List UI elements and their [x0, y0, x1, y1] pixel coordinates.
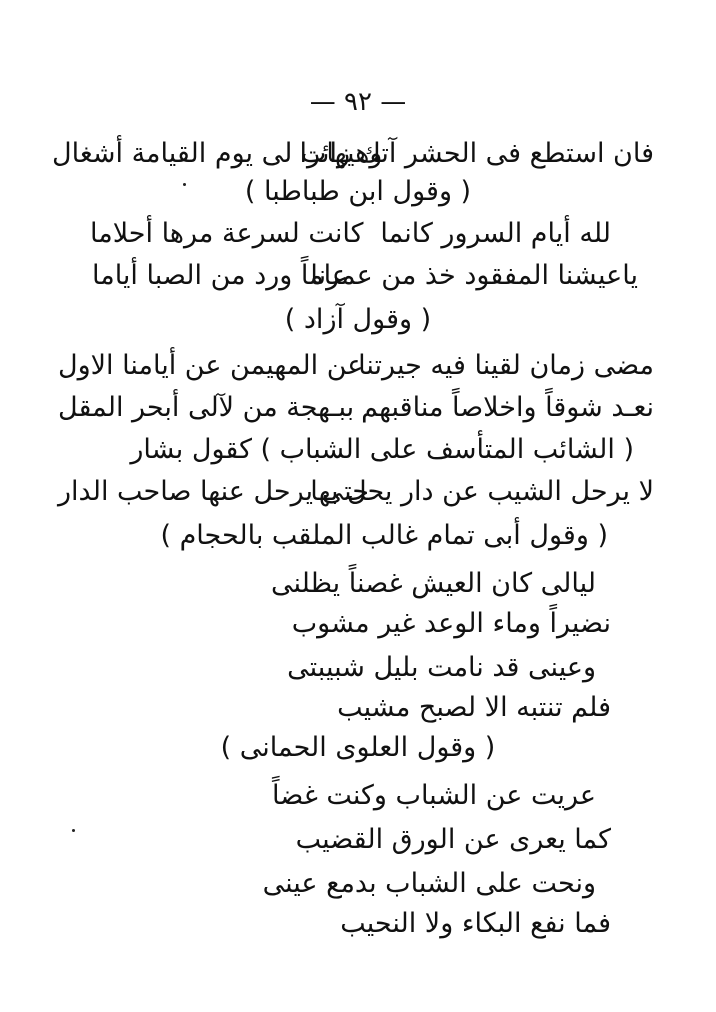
- poem-2-line-2: كما يعرى عن الورق القضيب: [295, 824, 611, 855]
- verse-6-second-hemistich: حتى يرحل عنها صاحب الدار: [58, 476, 369, 507]
- scan-speck: [183, 183, 186, 186]
- verse-5-second-hemistich: ببـهجة من لآلى أبحر المقل: [58, 392, 355, 423]
- verse-4-first-hemistich: مضى زمان لقينا فيه جيرتنا: [358, 350, 654, 381]
- heading-abu-tammam: ( وقول أبى تمام غالب الملقب بالحجام ): [160, 520, 608, 551]
- page-number: — ٩٢ —: [309, 87, 407, 117]
- scan-speck: [72, 829, 75, 832]
- poem-1-line-3: وعينى قد نامت بليل شبيبتى: [287, 652, 596, 683]
- verse-2-first-hemistich: لله أيام السرور كانما: [380, 218, 611, 249]
- verse-1-first-hemistich: فان استطع فى الحشر آتك زائرا: [299, 138, 654, 169]
- heading-alawi-himmani: ( وقول العلوى الحمانى ): [220, 732, 496, 763]
- poem-2-line-3: ونحت على الشباب بدمع عينى: [262, 868, 596, 899]
- poem-1-line-2: نضيراً وماء الوعد غير مشوب: [291, 608, 611, 639]
- heading-azad: ( وقول آزاد ): [284, 304, 432, 335]
- poem-2-line-4: فما نفع البكاء ولا النحيب: [340, 908, 611, 939]
- poem-1-line-4: فلم تنتبه الا لصبح مشيب: [337, 692, 611, 723]
- verse-1-second-hemistich: وهيهات لى يوم القيامة أشغال: [52, 138, 383, 169]
- verse-6-first-hemistich: لا يرحل الشيب عن دار يحل بها: [310, 476, 654, 507]
- heading-bashar: ( الشائب المتأسف على الشباب ) كقول بشار: [130, 434, 634, 465]
- poem-1-line-1: ليالى كان العيش غصناً يظلنى: [270, 568, 596, 599]
- verse-5-first-hemistich: نعـد شوقاً واخلاصاً مناقبهم: [361, 392, 654, 423]
- verse-3-first-hemistich: ياعيشنا المفقود خذ من عمرنا: [310, 260, 638, 291]
- poem-2-line-1: عريت عن الشباب وكنت غضاً: [272, 780, 596, 811]
- verse-3-second-hemistich: عاماً ورد من الصبا أياما: [92, 260, 348, 291]
- verse-2-second-hemistich: كانت لسرعة مرها أحلاما: [90, 218, 364, 249]
- heading-ibn-tabataba: ( وقول ابن طباطبا ): [244, 176, 472, 207]
- verse-4-second-hemistich: عن المهيمن عن أيامنا الاول: [58, 350, 364, 381]
